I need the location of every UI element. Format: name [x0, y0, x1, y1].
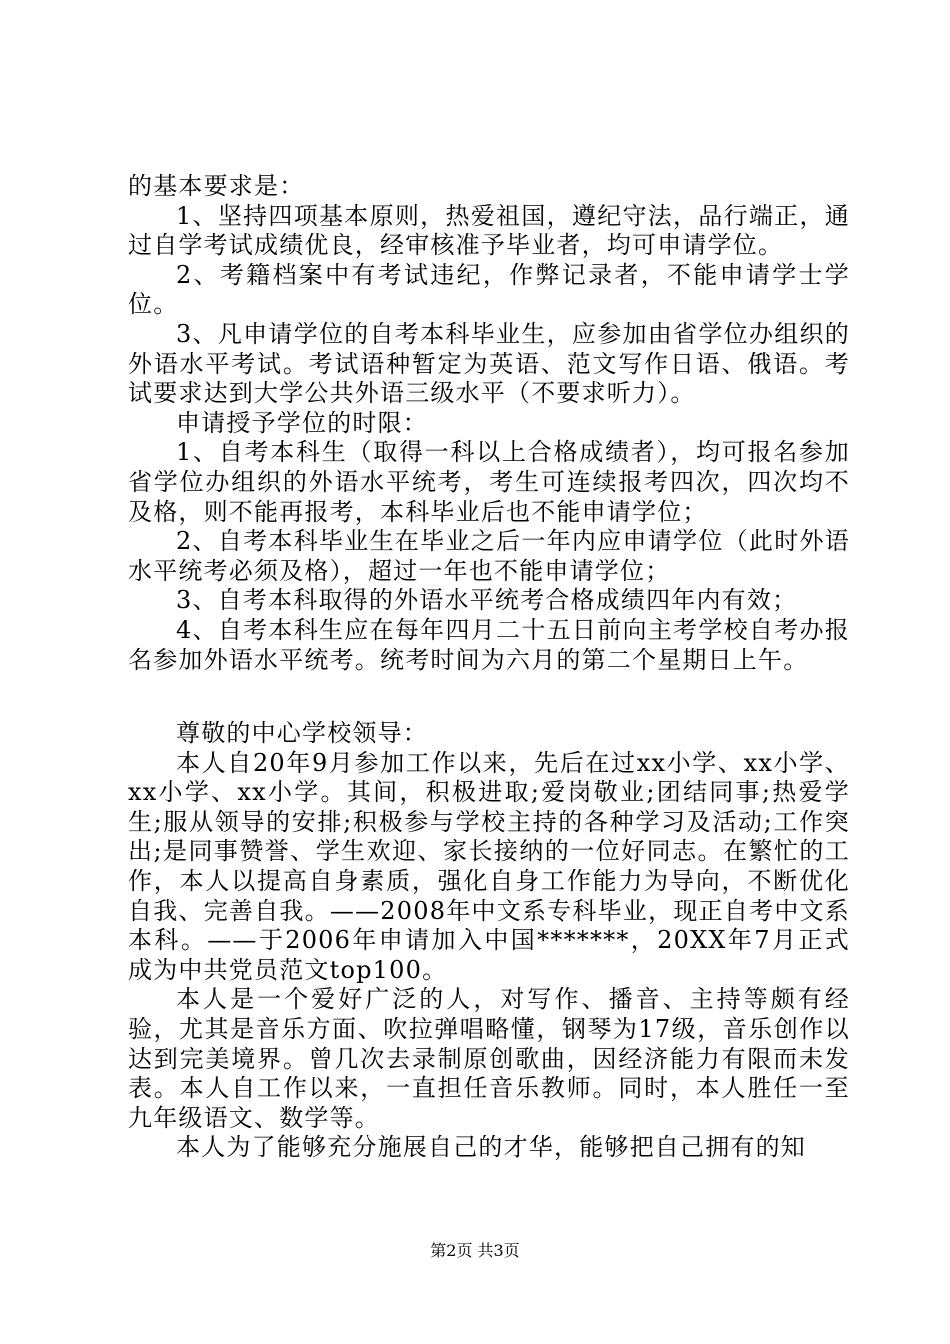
paragraph-work-history: 本人自20年9月参加工作以来，先后在过xx小学、xx小学、xx小学、xx小学。其间，积极进取;爱岗敬业;团结同事;热爱学生;服从领导的安排;积极参与学校主持的各种学习及活动;工作突出;是同事赞誉、学生欢迎、家长接纳的一位好同志。在繁忙的工作，本人以提高自身素质，强化自身工作能力为导向，不断优化自我、完善自我。——2008年中文系专科毕业，现正自考中文系本科。——于2006年申请加入中国*******，20XX年7月正式成为中共党员范文top100。: [128, 748, 850, 984]
paragraph-requirement-3: 3、凡申请学位的自考本科毕业生，应参加由省学位办组织的外语水平考试。考试语种暂定为英语、范文写作日语、俄语。考试要求达到大学公共外语三级水平（不要求听力）。: [128, 319, 850, 408]
paragraph-salutation: 尊敬的中心学校领导：: [176, 719, 428, 748]
paragraph-requirement-1: 1、坚持四项基本原则，热爱祖国，遵纪守法，品行端正，通过自学考试成绩优良，经审核准予毕业者，均可申请学位。: [128, 201, 850, 260]
document-body: [128, 172, 850, 1163]
paragraph-time-limit-3: 3、自考本科取得的外语水平统考合格成绩四年内有效；: [176, 586, 798, 615]
paragraph-time-limit-2: 2、自考本科毕业生在毕业之后一年内应申请学位（此时外语水平统考必须及格），超过一年也不能申请学位；: [128, 527, 850, 585]
section-gap: [128, 675, 850, 719]
paragraph-time-limit-heading: 申请授予学位的时限：: [176, 408, 428, 437]
paragraph-requirement-2: 2、考籍档案中有考试违纪，作弊记录者，不能申请学士学位。: [128, 260, 850, 319]
page-footer: 第2页 共3页: [430, 1241, 520, 1260]
paragraph-time-limit-4: 4、自考本科生应在每年四月二十五日前向主考学校自考办报名参加外语水平统考。统考时间为六月的第二个星期日上午。: [128, 615, 850, 674]
paragraph-requirements-intro: 的基本要求是：: [128, 172, 305, 200]
paragraph-hobbies: 本人是一个爱好广泛的人，对写作、播音、主持等颇有经验，尤其是音乐方面、吹拉弹唱略懂，钢琴为17级，音乐创作以达到完美境界。曾几次去录制原创歌曲，因经济能力有限而未发表。本人自工作以来，一直担任音乐教师。同时，本人胜任一至九年级语文、数学等。: [128, 985, 850, 1132]
paragraph-aspiration: 本人为了能够充分施展自己的才华，能够把自己拥有的知: [176, 1133, 806, 1162]
paragraph-time-limit-1: 1、自考本科生（取得一科以上合格成绩者），均可报名参加省学位办组织的外语水平统考，考生可连续报考四次，四次均不及格，则不能再报考，本科毕业后也不能申请学位；: [128, 438, 850, 526]
